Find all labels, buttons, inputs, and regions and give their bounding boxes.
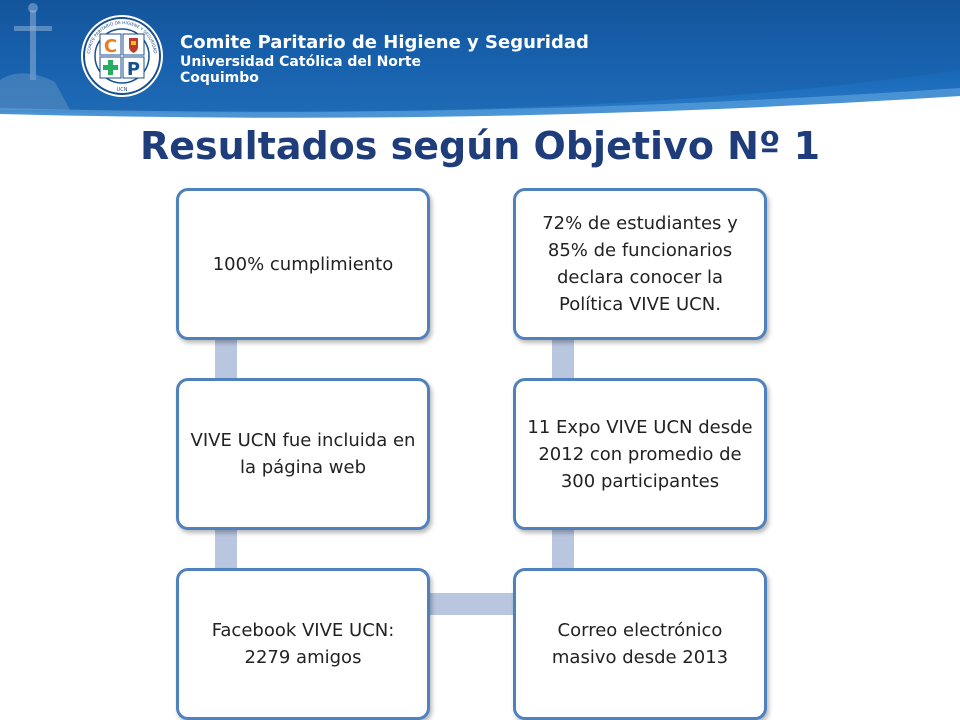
connector-bridge [420,593,520,615]
logo-ring-text: COMITE PARITARIO DE HIGIENE Y SEGURIDAD [86,19,158,54]
slide-title: Resultados según Objetivo Nº 1 [139,124,821,168]
step-text: VIVE UCN fue incluida en la página web [190,430,416,478]
step-text: 72% de estudiantes y 85% de funcionarios declara conocer la Política VIVE UCN. [542,213,738,315]
step-box-right-2 [513,378,767,530]
org-name: Comite Paritario de Higiene y Seguridad [180,32,589,53]
logo-letter-c: C [103,36,118,57]
logo-bottom-text: UCN [116,87,128,93]
step-text: Correo electrónico masivo desde 2013 [551,620,729,668]
step-text: 100% cumplimiento [212,253,394,275]
step-box-right-1 [513,188,767,340]
step-box-left-2 [176,378,430,530]
step-box-right-3 [513,568,767,720]
step-box-left-3 [176,568,430,720]
step-box-left-1 [176,188,430,340]
step-text: 11 Expo VIVE UCN desde 2012 con promedio de 300 participantes [527,416,753,492]
university-name: Universidad Católica del Norte [180,54,422,70]
step-text: Facebook VIVE UCN: 2279 amigos [211,620,395,668]
campus-name: Coquimbo [180,70,259,86]
logo-letter-p: P [126,59,141,80]
